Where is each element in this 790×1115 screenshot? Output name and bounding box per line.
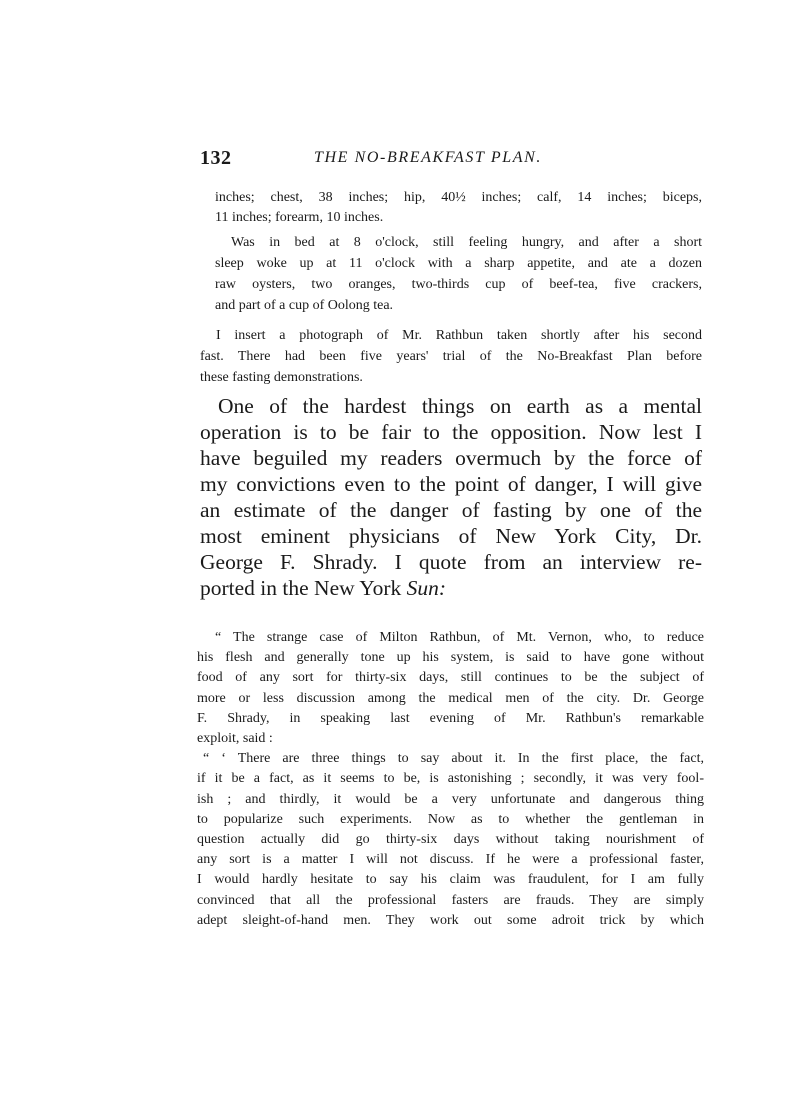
text-line: my convictions even to the point of danger, I will give bbox=[200, 472, 702, 496]
text-line: and part of a cup of Oolong tea. bbox=[215, 298, 394, 313]
text-line: most eminent physicians of New York City, Dr. bbox=[200, 524, 702, 548]
newspaper-title: Sun: bbox=[406, 576, 447, 600]
text-line: I would hardly hesitate to say his claim was fraudulent, for I am fully bbox=[197, 872, 704, 888]
text-line: sleep woke up at 11 o'clock with a sharp appetite, and ate a dozen bbox=[215, 256, 702, 271]
text-fragment: ported in the New York bbox=[200, 576, 407, 600]
running-title: THE NO-BREAKFAST PLAN. bbox=[314, 149, 542, 166]
text-line: question actually did go thirty-six days without taking nourishment of bbox=[197, 832, 704, 847]
text-line: inches; chest, 38 inches; hip, 40½ inches; calf, 14 inches; biceps, bbox=[215, 190, 702, 205]
text-line: fast. There had been five years' trial of the No-Breakfast Plan before bbox=[200, 349, 702, 364]
text-line: F. Shrady, in speaking last evening of Mr. Rathbun's remarkable bbox=[197, 710, 704, 726]
text-line: to popularize such experiments. Now as to whether the gentleman in bbox=[197, 811, 704, 827]
text-line: an estimate of the danger of fasting by one of the bbox=[200, 498, 702, 522]
text-line: convinced that all the professional fasters are frauds. They are simply bbox=[197, 892, 704, 908]
text-line: One of the hardest things on earth as a mental bbox=[218, 394, 702, 418]
text-line: 11 inches; forearm, 10 inches. bbox=[215, 210, 384, 225]
text-line bbox=[200, 575, 702, 601]
text-line: George F. Shrady. I quote from an interview re- bbox=[200, 550, 702, 574]
text-line: I insert a photograph of Mr. Rathbun taken shortly after his second bbox=[216, 328, 702, 343]
text-line: any sort is a matter I will not discuss. If he were a professional faster, bbox=[197, 852, 704, 868]
text-line: if it be a fact, as it seems to be, is astonishing ; secondly, it was very fool- bbox=[197, 771, 704, 787]
text-line: exploit, said : bbox=[197, 731, 273, 746]
text-line: “ The strange case of Milton Rathbun, of Mt. Vernon, who, to reduce bbox=[215, 630, 704, 645]
text-line: operation is to be fair to the opposition. Now lest I bbox=[200, 420, 702, 444]
text-line: “ ‘ There are three things to say about it. In the first place, the fact, bbox=[203, 751, 704, 767]
text-line: have beguiled my readers overmuch by the force of bbox=[200, 446, 702, 470]
text-line: ish ; and thirdly, it would be a very unfortunate and dangerous thing bbox=[197, 791, 704, 807]
text-line: Was in bed at 8 o'clock, still feeling hungry, and after a short bbox=[231, 235, 702, 250]
text-line: his flesh and generally tone up his system, is said to have gone without bbox=[197, 650, 704, 666]
text-line: these fasting demonstrations. bbox=[200, 370, 363, 385]
text-line: more or less discussion among the medical men of the city. Dr. George bbox=[197, 690, 704, 706]
text-line: food of any sort for thirty-six days, still continues to be the subject of bbox=[197, 670, 704, 686]
text-line: raw oysters, two oranges, two-thirds cup of beef-tea, five crackers, bbox=[215, 277, 702, 292]
page-number: 132 bbox=[200, 147, 232, 169]
page-header bbox=[200, 147, 710, 171]
text-line: adept sleight-of-hand men. They work out some adroit trick by which bbox=[197, 912, 704, 928]
